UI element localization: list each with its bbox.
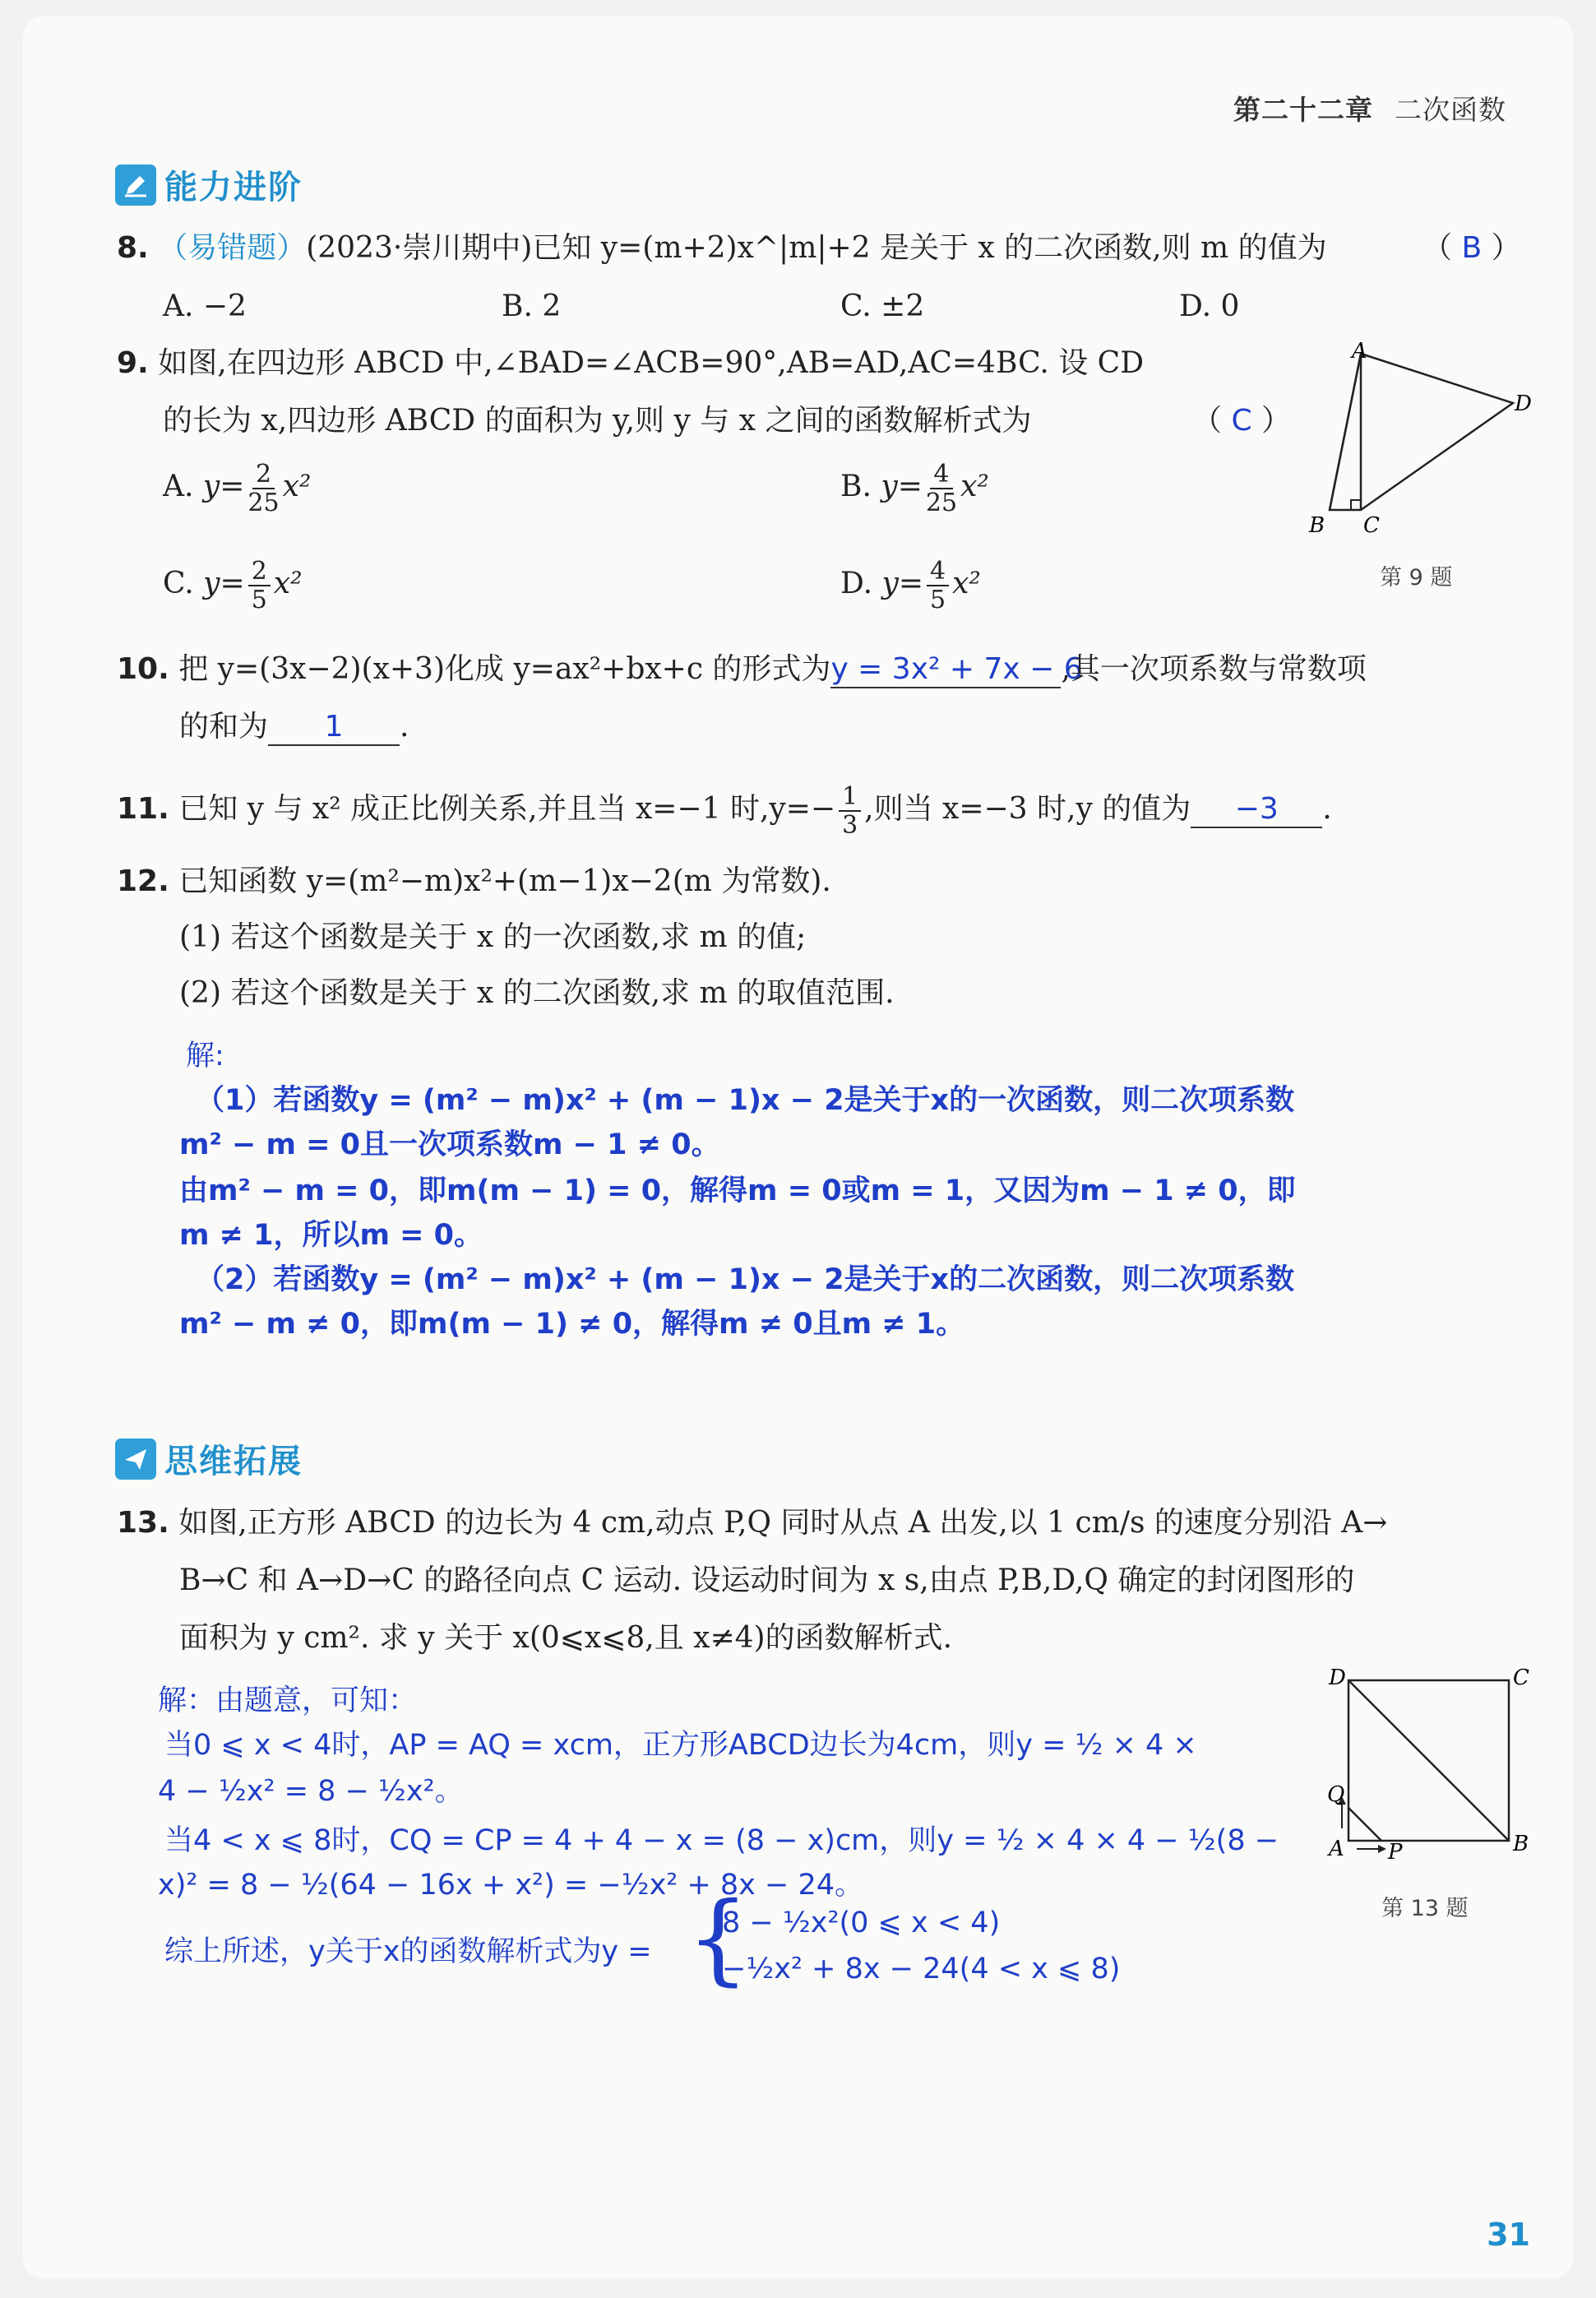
- segment-pq: [1349, 1808, 1381, 1841]
- right-angle-mark: [1351, 500, 1361, 510]
- option-rhs: x²: [273, 567, 303, 600]
- denominator: 3: [842, 811, 858, 840]
- question-12-sub2: (2) 若这个函数是关于 x 的二次函数,求 m 的取值范围.: [179, 976, 895, 1010]
- piecewise-case-1: 8 − ½x²(0 ⩽ x < 4): [722, 1907, 1001, 1939]
- question-8: [117, 230, 1327, 266]
- solution-13-line: 当0 ⩽ x < 4时，AP = AQ = xcm，正方形ABCD边长为4cm，则y = ½ × 4 ×: [164, 1729, 1197, 1762]
- question-13-line2: B→C 和 A→D→C 的路径向点 C 运动. 设运动时间为 x s,由点 P,B,D,Q 确定的封闭图形的: [179, 1564, 1355, 1597]
- segment-ab: [1330, 354, 1361, 510]
- question-tag: （易错题）: [158, 231, 307, 265]
- question-12: [117, 864, 831, 899]
- answer: B: [1461, 231, 1483, 265]
- question-number: 12.: [117, 864, 169, 898]
- numerator: 4: [930, 461, 952, 489]
- solution-13-line: 解：由题意，可知：: [158, 1684, 418, 1717]
- question-9-line2: 的长为 x,四边形 ABCD 的面积为 y,则 y 与 x 之间的函数解析式为: [163, 404, 1032, 438]
- question-text: (2023·崇川期中)已知 y=(m+2)x^|m|+2 是关于 x 的二次函数,则 m 的值为: [306, 231, 1327, 265]
- option-d: D. 0: [1179, 290, 1240, 323]
- question-text-post: ,其一次项系数与常数项: [1061, 652, 1367, 686]
- solution-12-line: 由m² − m = 0，即m(m − 1) = 0，解得m = 0或m = 1，又因为m − 1 ≠ 0，即: [179, 1174, 1296, 1207]
- section-title: 思维拓展: [164, 1443, 303, 1480]
- page-number: 31: [1487, 2217, 1530, 2253]
- option-label: D.: [840, 567, 873, 600]
- numerator: 1: [839, 783, 861, 812]
- answer: C: [1231, 404, 1252, 438]
- question-10-line2: [179, 709, 409, 746]
- solution-13-line: 综上所述，y关于x的函数解析式为y =: [164, 1935, 652, 1968]
- option-c: [163, 558, 303, 614]
- label-a: A: [1352, 341, 1367, 364]
- answer-blank-2: 1: [268, 709, 400, 746]
- solution-12-line: （2）若函数y = (m² − m)x² + (m − 1)x − 2是关于x的二次函数，则二次项系数: [196, 1263, 1295, 1296]
- question-text: 已知函数 y=(m²−m)x²+(m−1)x−2(m 为常数).: [178, 864, 831, 898]
- label-c: C: [1363, 513, 1380, 538]
- option-rhs: x²: [282, 470, 312, 503]
- piecewise-brace: {: [687, 1882, 750, 1996]
- option-d: [840, 558, 981, 614]
- option-lhs: y=: [203, 567, 245, 600]
- section-title: 能力进阶: [164, 169, 303, 206]
- question-10: [117, 651, 1367, 688]
- solution-13-line: 当4 < x ⩽ 8时，CQ = CP = 4 + 4 − x = (8 − x)cm，则y = ½ × 4 × 4 − ½(8 −: [164, 1824, 1279, 1857]
- question-number: 8.: [117, 231, 149, 265]
- question-number: 9.: [117, 346, 149, 380]
- question-13: [117, 1505, 1387, 1540]
- solution-13-line: x)² = 8 − ½(64 − 16x + x²) = −½x² + 8x − 24。: [158, 1869, 863, 1902]
- section-header-advanced: [115, 161, 303, 208]
- answer-bracket-8: （ B ）: [1423, 231, 1521, 265]
- question-number: 10.: [117, 652, 169, 686]
- option-rhs: x²: [960, 470, 989, 503]
- denominator: 5: [251, 586, 267, 614]
- solution-12-line: m² − m = 0且一次项系数m − 1 ≠ 0。: [179, 1128, 720, 1161]
- option-lhs: y=: [202, 470, 245, 503]
- solution-12-line: m ≠ 1，所以m = 0。: [179, 1219, 483, 1252]
- question-9: [117, 345, 1144, 381]
- denominator: 5: [930, 586, 946, 614]
- denominator: 25: [925, 489, 958, 517]
- question-text: 把 y=(3x−2)(x+3)化成 y=ax²+bx+c 的形式为: [178, 652, 831, 686]
- question-12-sub1: (1) 若这个函数是关于 x 的一次函数,求 m 的值;: [179, 920, 807, 954]
- answer-blank: −3: [1191, 791, 1322, 828]
- pencil-icon: [115, 164, 156, 206]
- figure-13: [1316, 1660, 1546, 1882]
- option-rhs: x²: [952, 567, 981, 600]
- paper-plane-icon: [115, 1439, 156, 1480]
- option-label: A.: [163, 470, 194, 503]
- piecewise-case-2: −½x² + 8x − 24(4 < x ⩽ 8): [722, 1953, 1121, 1985]
- option-label: B.: [840, 470, 872, 503]
- question-11: [117, 783, 1332, 839]
- figure-9: [1291, 341, 1538, 555]
- option-b: B. 2: [502, 290, 562, 323]
- chapter-number: 第二十二章: [1233, 94, 1373, 126]
- answer-blank-1: y = 3x² + 7x − 6: [830, 651, 1061, 688]
- fraction: [927, 558, 949, 614]
- label-b: B: [1513, 1832, 1529, 1856]
- figure-13-caption: 第 13 题: [1381, 1896, 1469, 1921]
- period: .: [1322, 792, 1332, 826]
- solution-13-line: 4 − ½x² = 8 − ½x²。: [158, 1775, 464, 1808]
- denominator: 25: [247, 489, 280, 517]
- label-q: Q: [1327, 1782, 1345, 1807]
- label-c: C: [1513, 1666, 1529, 1690]
- fraction: [248, 558, 271, 614]
- chapter-title: 二次函数: [1395, 94, 1506, 126]
- option-lhs: y=: [881, 470, 923, 503]
- label-d: D: [1515, 391, 1532, 416]
- question-text: 如图,在四边形 ABCD 中,∠BAD=∠ACB=90°,AB=AD,AC=4BC. 设 CD: [158, 346, 1145, 380]
- option-lhs: y=: [881, 567, 923, 600]
- chapter-header: [1233, 89, 1506, 127]
- fraction: [926, 461, 957, 517]
- question-number: 13.: [117, 1506, 169, 1540]
- question-text: 已知 y 与 x² 成正比例关系,并且当 x=−1 时,y=−: [178, 792, 836, 826]
- numerator: 2: [252, 461, 275, 489]
- question-text-post: ,则当 x=−3 时,y 的值为: [864, 792, 1191, 826]
- option-b: [840, 461, 989, 517]
- diagonal-db: [1349, 1680, 1509, 1841]
- question-text: 的和为: [179, 710, 269, 744]
- period: .: [400, 710, 409, 744]
- label-d: D: [1329, 1666, 1346, 1690]
- option-c: C. ±2: [840, 290, 925, 323]
- figure-9-caption: 第 9 题: [1380, 565, 1453, 591]
- option-a: [163, 461, 311, 517]
- arrow-right-head: [1378, 1845, 1386, 1853]
- question-number: 11.: [117, 792, 169, 826]
- fraction: [247, 461, 279, 517]
- option-label: C.: [163, 567, 194, 600]
- fraction: [839, 783, 861, 839]
- option-a: A. −2: [163, 290, 247, 323]
- solution-12-line: m² − m ≠ 0，即m(m − 1) ≠ 0，解得m ≠ 0且m ≠ 1。: [179, 1308, 965, 1341]
- numerator: 4: [927, 558, 949, 586]
- label-b: B: [1309, 513, 1325, 538]
- solution-12-line: （1）若函数y = (m² − m)x² + (m − 1)x − 2是关于x的一次函数，则二次项系数: [196, 1084, 1295, 1117]
- question-text: 如图,正方形 ABCD 的边长为 4 cm,动点 P,Q 同时从点 A 出发,以 1 cm/s 的速度分别沿 A→: [178, 1506, 1388, 1540]
- label-p: P: [1388, 1840, 1403, 1865]
- question-13-line3: 面积为 y cm². 求 y 关于 x(0⩽x⩽8,且 x≠4)的函数解析式.: [179, 1621, 953, 1655]
- label-a: A: [1329, 1837, 1344, 1861]
- section-header-extension: [115, 1435, 303, 1482]
- answer-bracket-9: （ C ）: [1192, 404, 1292, 438]
- solution-12-line: 解:: [186, 1040, 224, 1073]
- numerator: 2: [248, 558, 271, 586]
